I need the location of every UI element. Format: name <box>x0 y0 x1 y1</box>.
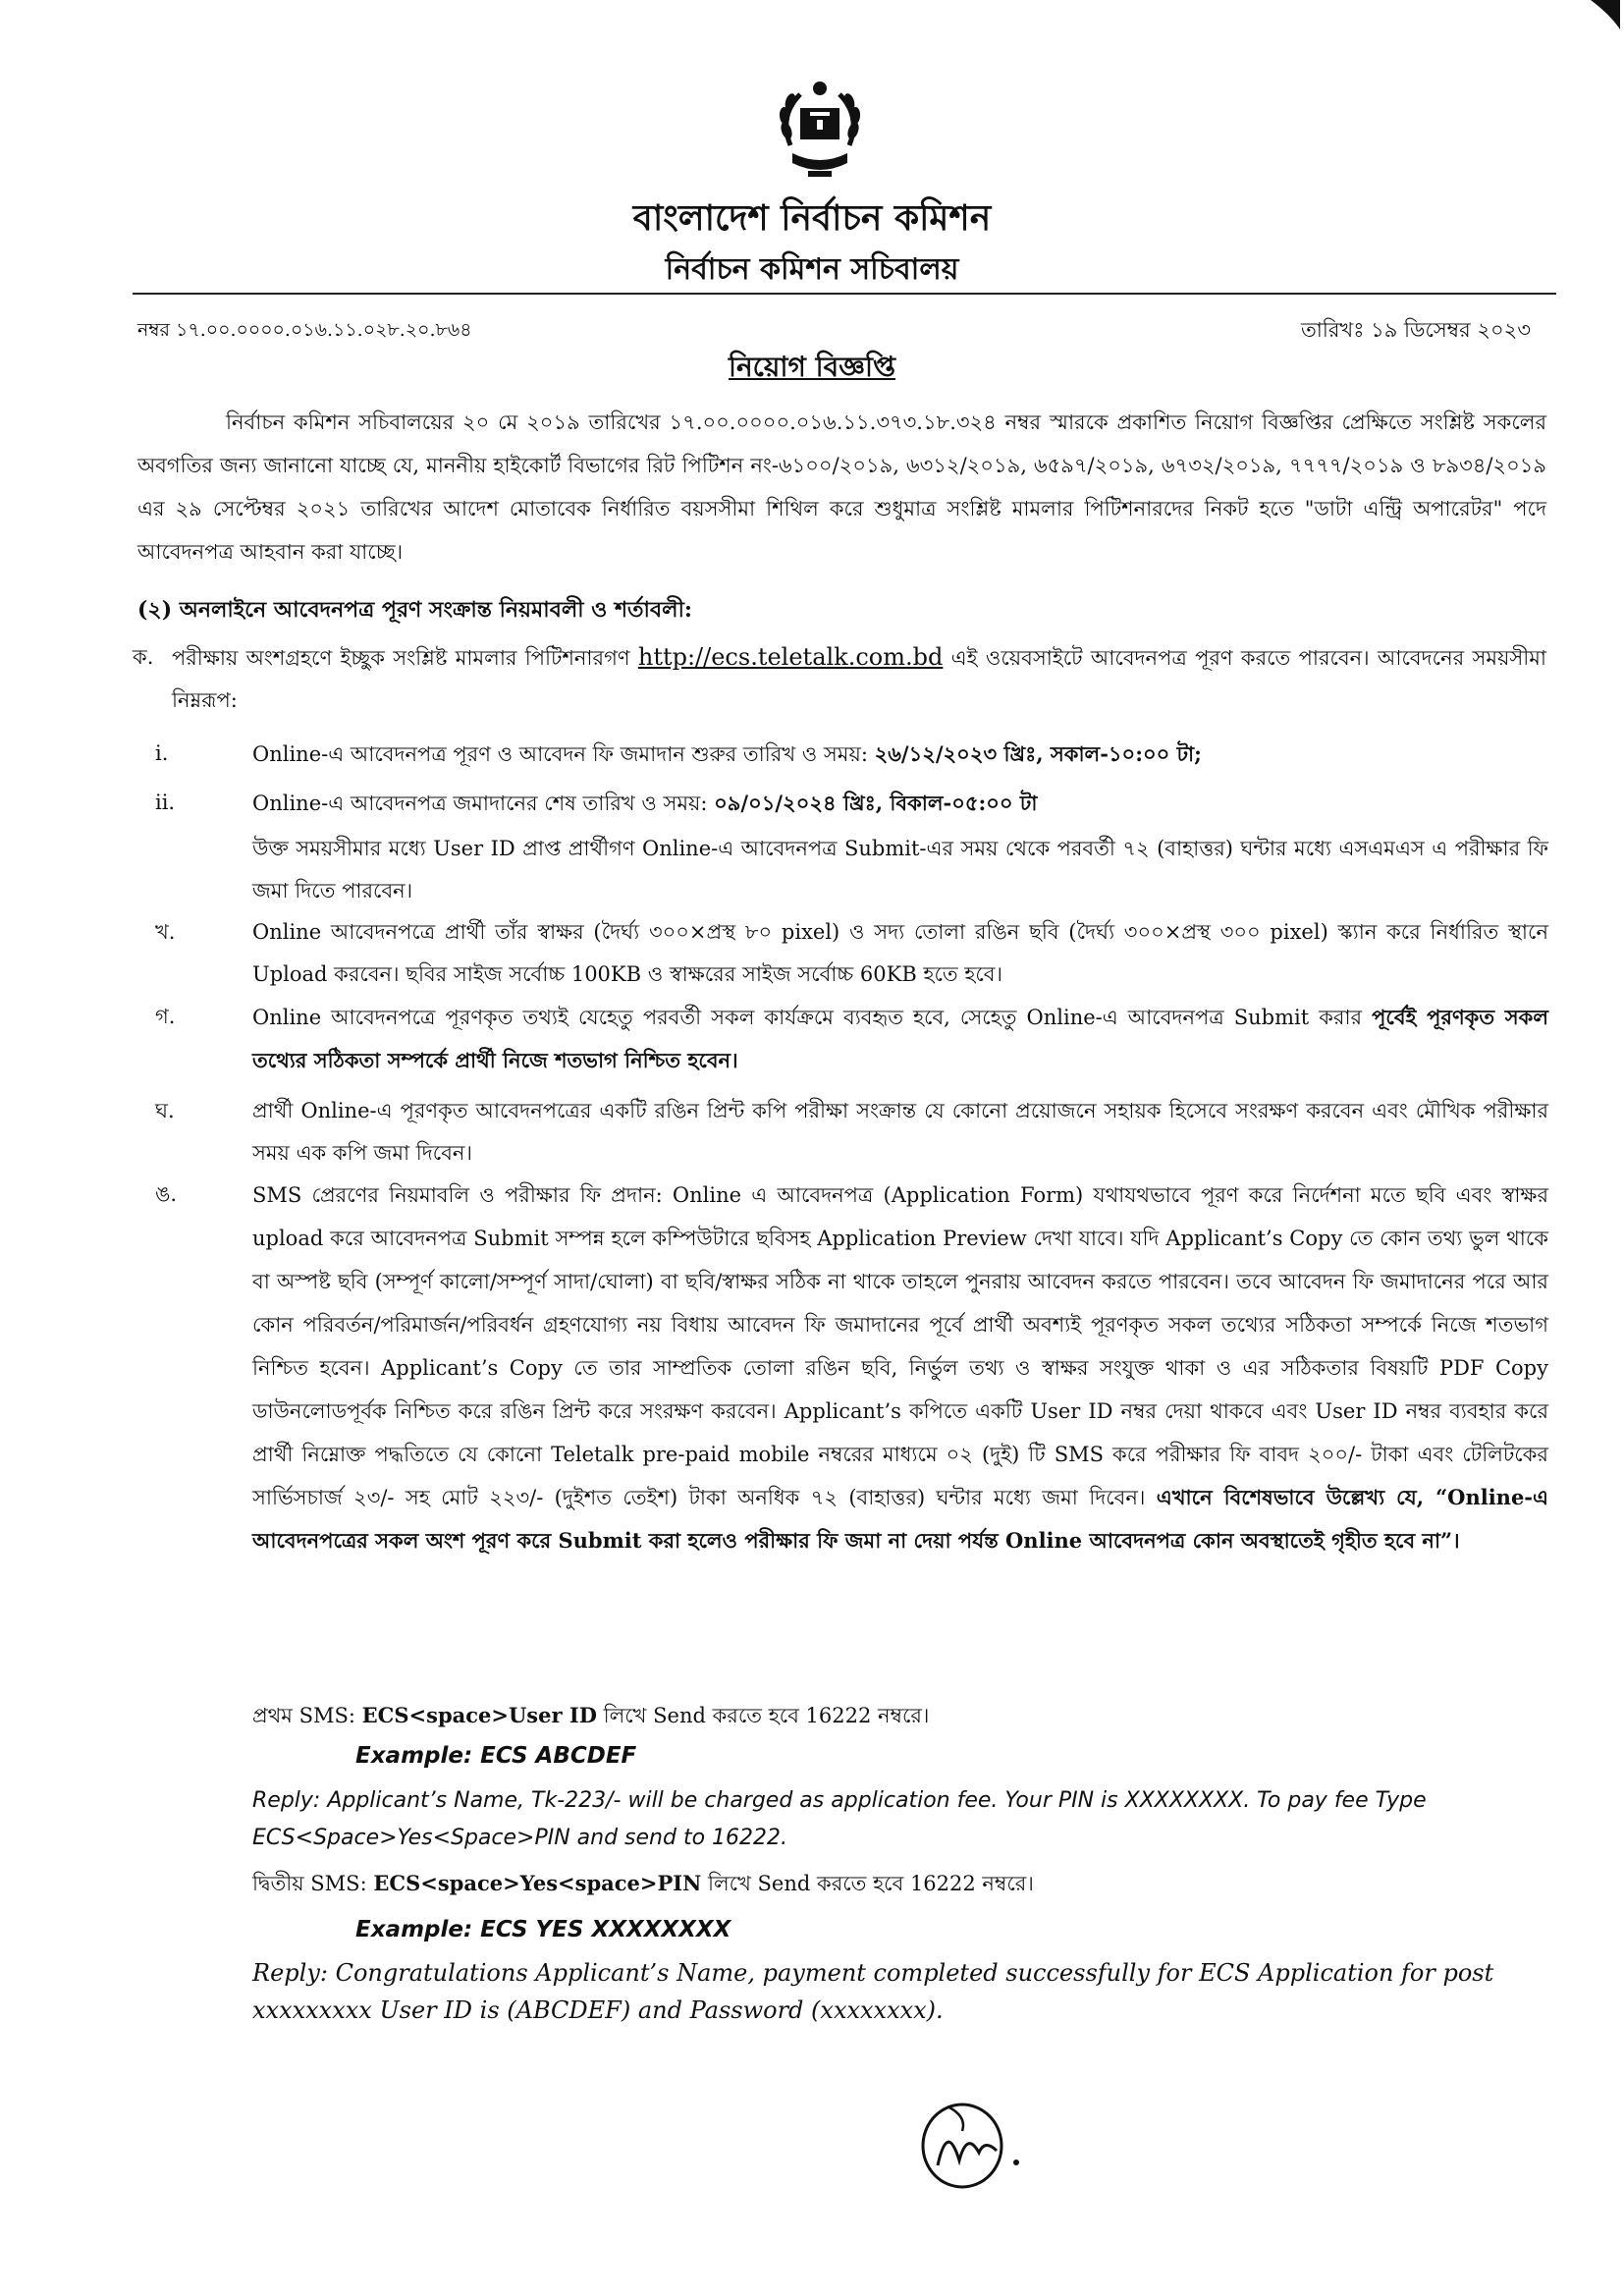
item-umo <box>252 1174 1548 1562</box>
item-gha: প্রার্থী Online-এ পূরণকৃত আবেদনপত্রের একটি রঙিন প্রিন্ট কপি পরীক্ষা সংক্রান্ত যে কোনো প্রয়োজনে সহায়ক হিসেবে সংরক্ষণ করবেন এবং মৌখিক পরীক্ষার সময় এক কপি জমা দিবেন। <box>252 1099 1548 1165</box>
item-i <box>252 733 1548 776</box>
memo-number: নম্বর ১৭.০০.০০০০.০১৬.১১.০২৮.২০.৮৬৪ <box>137 319 472 341</box>
item-ga-marker: গ. <box>155 1005 176 1028</box>
sms-second-reply: Reply: Congratulations Applicant’s Name, payment completed successfully for ECS Application for post xxxxxxxxx User ID is (ABCDEF) and Password (xxxxxxxx). <box>252 1959 1494 2024</box>
notice-date: তারিখঃ ১৯ ডিসেম্বর ২০২৩ <box>1301 318 1531 342</box>
organization-name: বাংলাদেশ নির্বাচন কমিশন <box>632 197 992 239</box>
item-kha-marker: খ. <box>155 920 176 944</box>
sms-first-command: ECS<space>User ID <box>361 1703 597 1727</box>
item-ka <box>172 636 1546 722</box>
item-i-date: ২৬/১২/২০২৩ খ্রিঃ, সকাল-১০:০০ টা; <box>874 741 1202 766</box>
item-i-marker: i. <box>155 741 169 765</box>
item-ga-bold: পূর্বেই পূরণকৃত সকল তথ্যের সঠিকতা সম্পর্কে প্রার্থী নিজে শতভাগ নিশ্চিত হবেন। <box>252 1005 1548 1072</box>
sms-second-example: Example: ECS YES XXXXXXXX <box>355 1917 731 1942</box>
item-kha: Online আবেদনপত্রে প্রার্থী তাঁর স্বাক্ষর (দৈর্ঘ্য ৩০০×প্রস্থ ৮০ pixel) ও সদ্য তোলা রঙিন ছবি (দৈর্ঘ্য ৩০০×প্রস্থ ৩০০ pixel) স্ক্যান করে নির্ধারিত স্থানে Upload করবেন। ছবির সাইজ সর্বোচ্চ 100KB ও স্বাক্ষরের সাইজ সর্বোচ্চ 60KB হতে হবে। <box>252 920 1548 986</box>
sms-first-example: Example: ECS ABCDEF <box>355 1743 637 1769</box>
item-ii-date: ০৯/০১/২০২৪ খ্রিঃ, বিকাল-০৫:০০ টা <box>714 791 1038 815</box>
item-umo-bold: এখানে বিশেষভাবে উল্লেখ্য যে, “Online-এ আবেদনপত্রের সকল অংশ পূরণ করে Submit করা হলেও পরীক্ষার ফি জমা না দেয়া পর্যন্ত Online আবেদনপত্র কোন অবস্থাতেই গৃহীত হবে না”। <box>252 1485 1548 1553</box>
organization-subtitle: নির্বাচন কমিশন সচিবালয় <box>665 252 959 287</box>
sms-first-reply: Reply: Applicant’s Name, Tk-223/- will be charged as application fee. Your PIN is XXXXXXXX. To pay fee Type ECS<Space>Yes<Space>PIN and send to 16222. <box>252 1788 1427 1850</box>
sms-second <box>252 1862 1548 1905</box>
item-ii-note: উক্ত সময়সীমার মধ্যে User ID প্রাপ্ত প্রার্থীগণ Online-এ আবেদনপত্র Submit-এর সময় থেকে পরবর্তী ৭২ (বাহাত্তর) ঘন্টার মধ্যে এসএমএস এ পরীক্ষার ফি জমা দিতে পারবেন। <box>252 837 1548 902</box>
item-ga <box>252 996 1548 1082</box>
election-commission-emblem-icon <box>771 77 869 185</box>
item-ka-text: পরীক্ষায় অংশগ্রহণে ইচ্ছুক সংশ্লিষ্ট মামলার পিটিশনারগণ <box>172 646 630 670</box>
sms-second-prefix: দ্বিতীয় SMS: <box>252 1872 367 1895</box>
sms-first <box>252 1694 1548 1737</box>
sms-second-suffix: লিখে Send করতে হবে 16222 নম্বরে। <box>707 1872 1034 1895</box>
item-umo-text: SMS প্রেরণের নিয়মাবলি ও পরীক্ষার ফি প্রদান: Online এ আবেদনপত্র (Application Form) যথাযথভাবে পূরণ করে নির্দেশনা মতে ছবি এবং স্বাক্ষর upload করে আবেদনপত্র Submit সম্পন্ন হলে কম্পিউটারে ছবিসহ Application Preview দেখা যাবে। যদি Applicant’s Copy তে কোন তথ্য ভুল থাকে বা অস্পষ্ট ছবি (সম্পূর্ণ কালো/সম্পূর্ণ সাদা/ঘোলা) বা ছবি/স্বাক্ষর সঠিক না থাকে তাহলে পুনরায় আবেদন করতে পারবেন। তবে আবেদন ফি জমাদানের পরে আর কোন পরিবর্তন/পরিমার্জন/পরিবর্ধন গ্রহণযোগ্য নয় বিধায় আবেদন ফি জমাদানের পূর্বে প্রার্থী অবশ্যই পূরণকৃত সকল তথ্যের সঠিকতা সম্পর্কে নিজে শতভাগ নিশ্চিত হবেন। Applicant’s Copy তে তার সাম্প্রতিক তোলা রঙিন ছবি, নির্ভুল তথ্য ও স্বাক্ষর সংযুক্ত থাকা ও এর সঠিকতার বিষয়টি PDF Copy ডাউনলোডপূর্বক নিশ্চিত করে রঙিন প্রিন্ট করে সংরক্ষণ করবেন। Applicant’s কপিতে একটি User ID নম্বর দেয়া থাকবে এবং User ID নম্বর ব্যবহার করে প্রার্থী নিম্নোক্ত পদ্ধতিতে যে কোনো Teletalk pre-paid mobile নম্বরের মাধ্যমে ০২ (দুই) টি SMS করে পরীক্ষার ফি বাবদ ২০০/- টাকা এবং টেলিটকের সার্ভিসচার্জ ২৩/- সহ মোট ২২৩/- (দুইশত তেইশ) টাকা অনধিক ৭২ (বাহাত্তর) ঘন্টার মধ্যে জমা দিবেন। <box>252 1183 1548 1509</box>
sms-first-suffix: লিখে Send করতে হবে 16222 নম্বরে। <box>603 1704 930 1727</box>
signature-icon <box>908 2092 1046 2195</box>
item-i-text: Online-এ আবেদনপত্র পূরণ ও আবেদন ফি জমাদান শুরুর তারিখ ও সময়: <box>252 742 868 766</box>
section-heading: (২) অনলাইনে আবেদনপত্র পূরণ সংক্রান্ত নিয়মাবলী ও শর্তাবলী: <box>137 597 692 623</box>
item-ii <box>252 782 1548 825</box>
item-umo-marker: ঙ. <box>155 1182 178 1206</box>
item-ka-marker: ক. <box>133 645 154 669</box>
notice-title: নিয়োগ বিজ্ঞপ্তি <box>728 351 896 383</box>
teletalk-link[interactable]: http://ecs.teletalk.com.bd <box>637 643 944 671</box>
item-ii-text: Online-এ আবেদনপত্র জমাদানের শেষ তারিখ ও সময়: <box>252 792 708 815</box>
item-ga-text: Online আবেদনপত্রে পূরণকৃত তথ্যই যেহেতু পরবর্তী সকল কার্যক্রমে ব্যবহৃত হবে, সেহেতু Online-এ আবেদনপত্র Submit করার <box>252 1006 1363 1029</box>
item-ka-text-after: এই ওয়েবসাইটে আবেদনপত্র পূরণ করতে পারবেন। আবেদনের সময়সীমা নিম্নরূপ: <box>172 646 1546 712</box>
item-gha-marker: ঘ. <box>155 1099 175 1122</box>
scan-mark-icon <box>1581 0 1620 39</box>
sms-first-prefix: প্রথম SMS: <box>252 1704 355 1727</box>
sms-second-command: ECS<space>Yes<space>PIN <box>373 1871 702 1895</box>
intro-paragraph: নির্বাচন কমিশন সচিবালয়ের ২০ মে ২০১৯ তারিখের ১৭.০০.০০০০.০১৬.১১.৩৭৩.১৮.৩২৪ নম্বর স্মারকে প্রকাশিত নিয়োগ বিজ্ঞপ্তির প্রেক্ষিতে সংশ্লিষ্ট সকলের অবগতির জন্য জানানো যাচ্ছে যে, মাননীয় হাইকোর্ট বিভাগের রিট পিটিশন নং-৬১০০/২০১৯, ৬৩১২/২০১৯, ৬৫৯৭/২০১৯, ৬৭৩২/২০১৯, ৭৭৭৭/২০১৯ ও ৮৯৩৪/২০১৯ এর ২৯ সেপ্টেম্বর ২০২১ তারিখের আদেশ মোতাবেক নির্ধারিত বয়সসীমা শিথিল করে শুধুমাত্র সংশ্লিষ্ট মামলার পিটিশনারদের নিকট হতে "ডাটা এন্ট্রি অপারেটর" পদে আবেদনপত্র আহবান করা যাচ্ছে। <box>137 410 1546 564</box>
item-ii-marker: ii. <box>155 791 176 814</box>
header-divider <box>133 293 1556 295</box>
